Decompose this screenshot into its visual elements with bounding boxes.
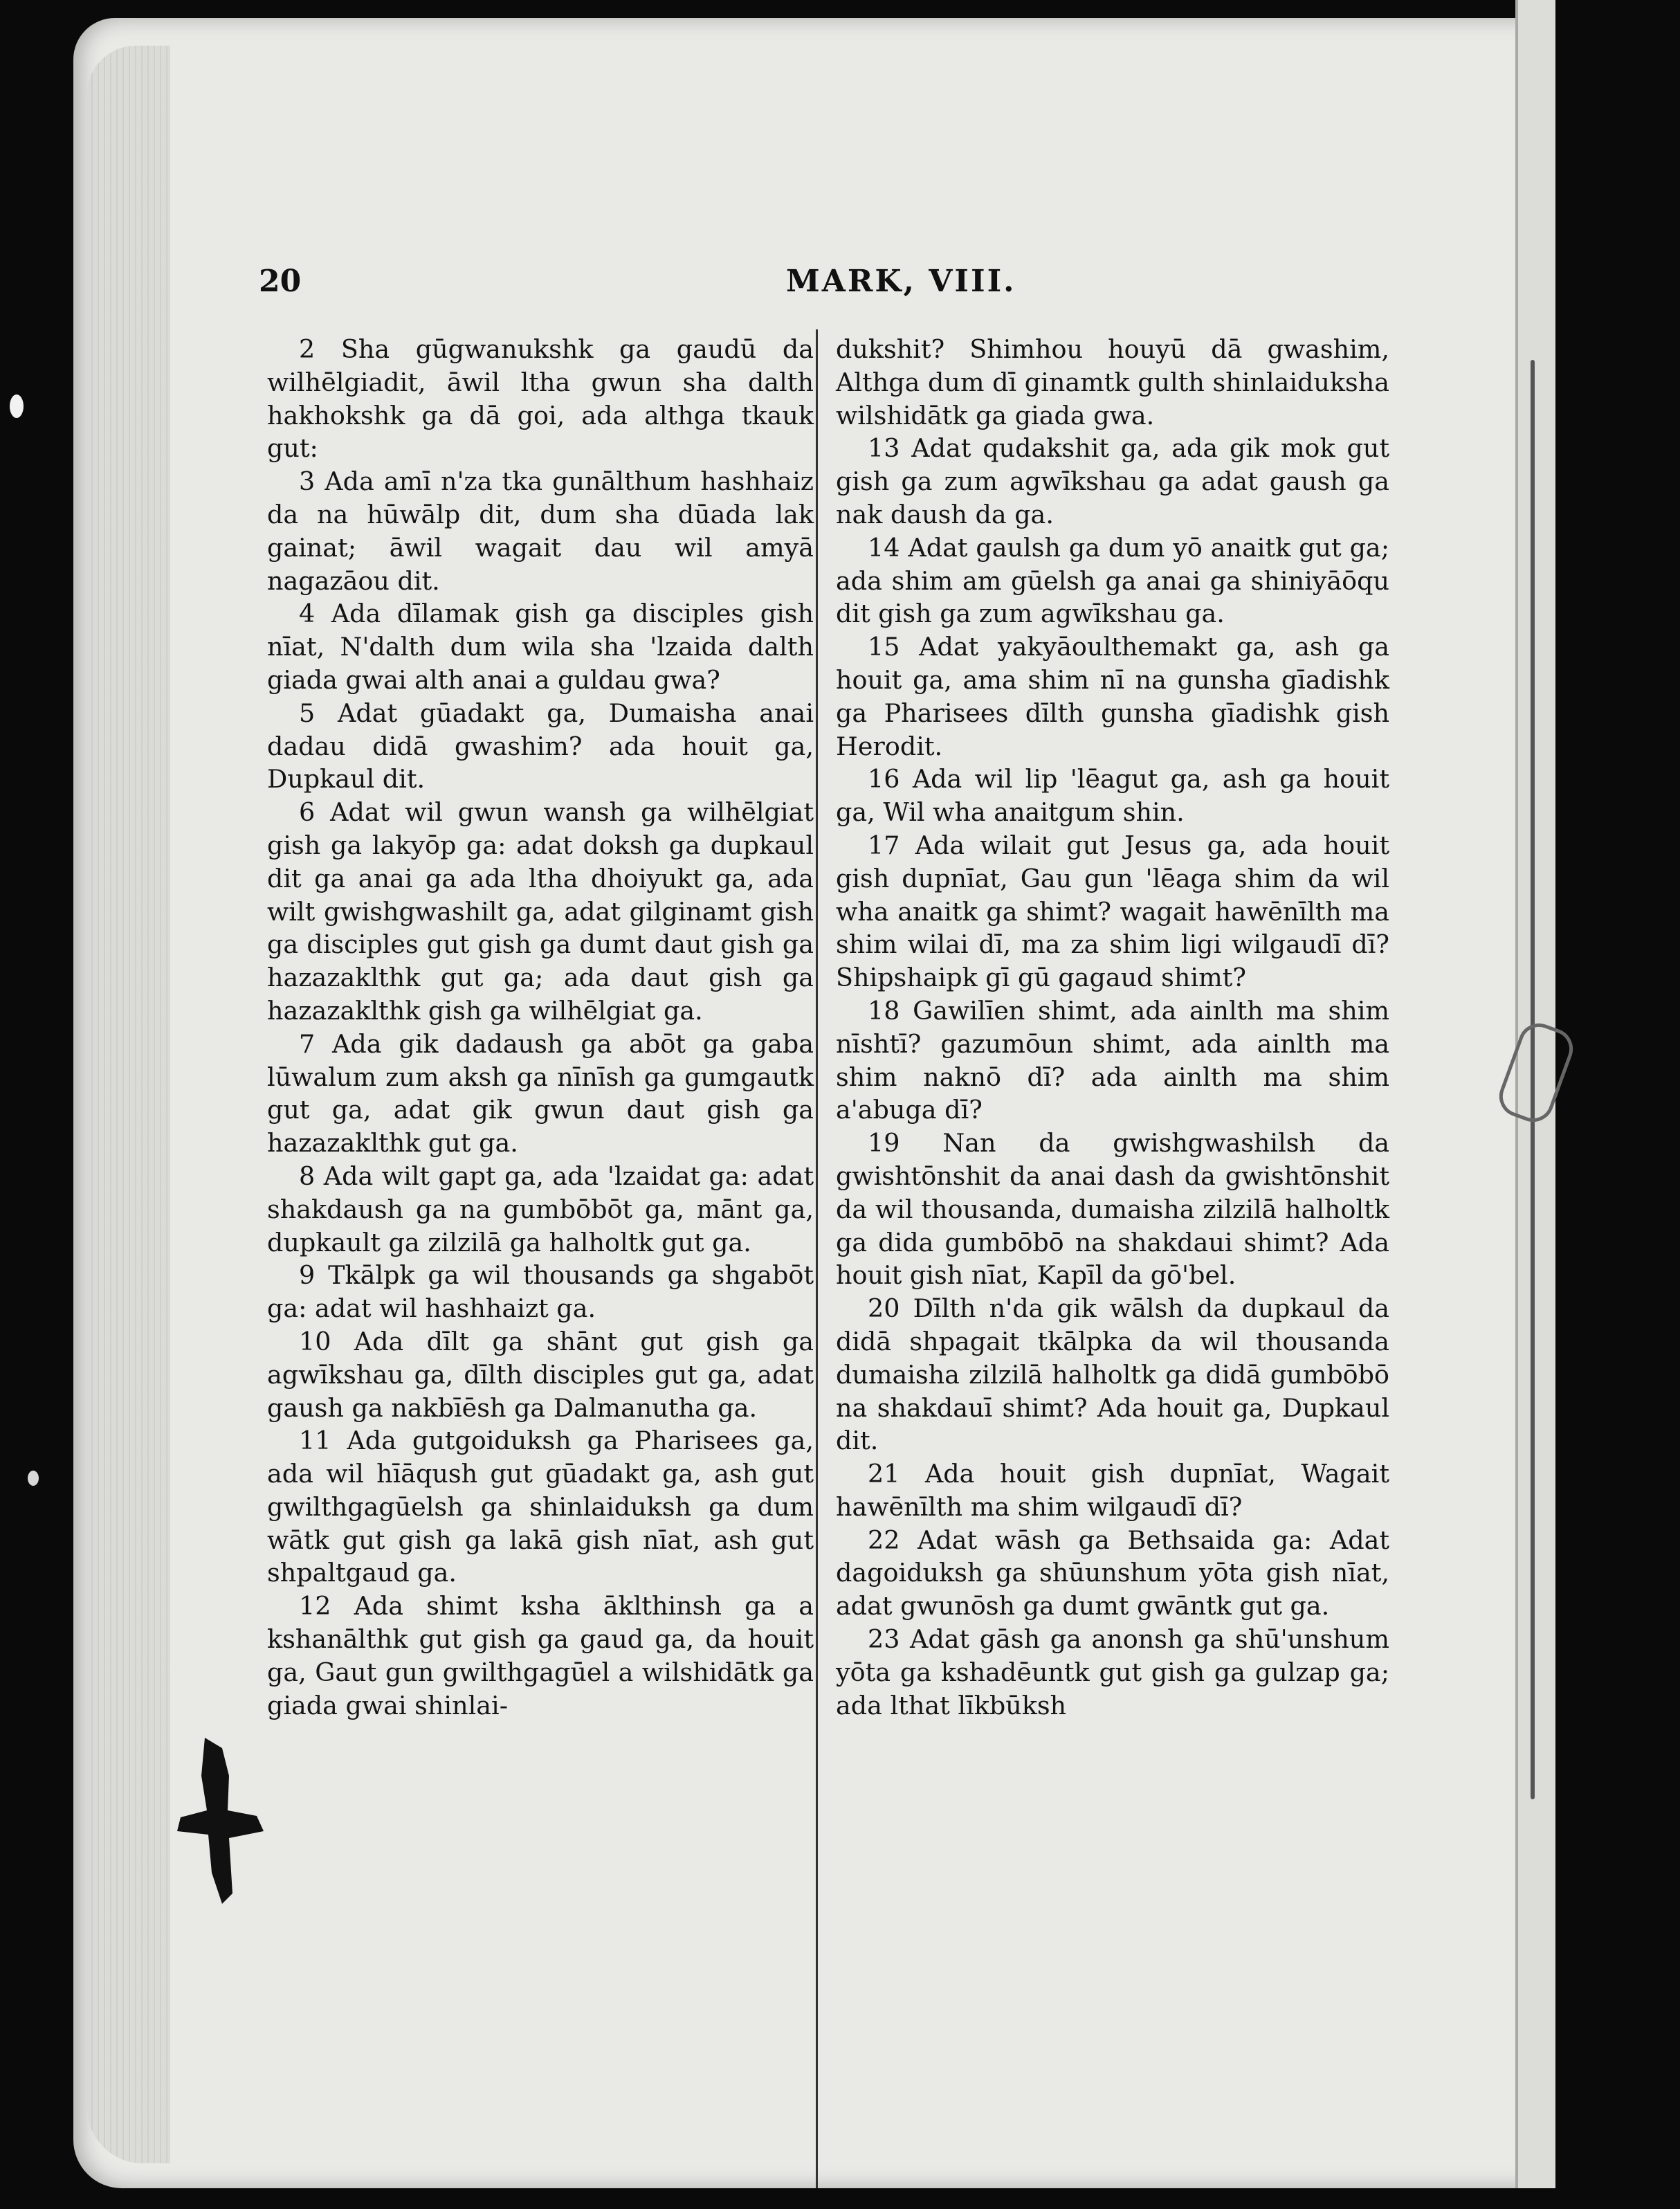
speck xyxy=(10,394,24,418)
ink-blot-mark xyxy=(174,1734,267,1907)
verse-paragraph: 9 Tkālpk ga wil thousands ga shgabōt ga: adat wil hashhaizt ga. xyxy=(267,1260,814,1324)
verse-paragraph: 16 Ada wil lip 'lēagut ga, ash ga houit ga, Wil wha anaitgum shin. xyxy=(836,764,1389,828)
verse-paragraph: 10 Ada dīlt ga shānt gut gish ga agwīkshau ga, dīlth disciples gut ga, adat gaush ga nakbīēsh ga Dalmanutha ga. xyxy=(267,1326,814,1423)
verse-paragraph: 2 Sha gūgwanukshk ga gaudū da wilhēlgiadit, āwil ltha gwun sha dalth hakhokshk ga dā goi, ada althga tkauk gut: xyxy=(267,334,814,464)
speck xyxy=(28,1471,39,1486)
continued-text: dukshit? Shimhou houyū dā gwashim, Althga dum dī ginamtk gulth shinlaiduksha wilshidātk ga giada gwa. xyxy=(836,334,1389,430)
verse-paragraph: 13 Adat qudakshit ga, ada gik mok gut gish ga zum agwīkshau ga adat gaush ga nak daush da ga. xyxy=(836,433,1389,529)
verse-paragraph: 3 Ada amī n'za tka gunālthum hashhaiz da na hūwālp dit, dum sha dūada lak gainat; āwil wagait dau wil amyā nagazāou dit. xyxy=(267,466,814,596)
verse-paragraph: 14 Adat gaulsh ga dum yō anaitk gut ga; ada shim am gūelsh ga anai ga shiniyāōqu dit gish ga zum agwīkshau ga. xyxy=(836,532,1389,629)
column-divider xyxy=(816,329,818,2188)
verse-paragraph: 21 Ada houit gish dupnīat, Wagait hawēnīlth ma shim wilgaudī dī? xyxy=(836,1459,1389,1522)
verse-paragraph: 20 Dīlth n'da gik wālsh da dupkaul da didā shpagait tkālpka da wil thousanda dumaisha zilzilā halholtk ga didā gumbōbō na shakdauī shimt? Ada houit ga, Dupkaul dit. xyxy=(836,1293,1389,1456)
book-page xyxy=(73,18,1553,2188)
verse-paragraph: 18 Gawilīen shimt, ada ainlth ma shim nīshtī? gazumōun shimt, ada ainlth ma shim naknō dī? ada ainlth ma shim a'abuga dī? xyxy=(836,995,1389,1125)
verse-paragraph: 6 Adat wil gwun wansh ga wilhēlgiat gish ga lakyōp ga: adat doksh ga dupkaul dit ga anai ga ada ltha dhoiyukt ga, ada wilt gwishgwashilt ga, adat gilginamt gish ga disciples gut gish ga dumt daut gish ga hazazaklthk gut ga; ada daut gish ga hazazaklthk gish ga wilhēlgiat ga. xyxy=(267,797,814,1026)
verse-paragraph: 15 Adat yakyāoulthemakt ga, ash ga houit ga, ama shim nī na gunsha gīadishk ga Pharisees dīlth gunsha gīadishk gish Herodit. xyxy=(836,632,1389,761)
verse-paragraph: 22 Adat wāsh ga Bethsaida ga: Adat dagoiduksh ga shūunshum yōta gish nīat, adat gwunōsh ga dumt gwāntk gut ga. xyxy=(836,1525,1389,1621)
verse-paragraph: 7 Ada gik dadaush ga abōt ga gaba lūwalum zum aksh ga nīnīsh ga gumgautk gut ga, adat gik gwun daut gish ga hazazaklthk gut ga. xyxy=(267,1028,814,1158)
verse-paragraph: 12 Ada shimt ksha āklthinsh ga a kshanālthk gut gish ga gaud ga, da houit ga, Gaut gun gwilthgagūel a wilshidātk ga giada gwai shinlai- xyxy=(267,1591,814,1720)
verse-paragraph: 4 Ada dīlamak gish ga disciples gish nīat, N'dalth dum wila sha 'lzaida dalth giada gwai alth anai a guldau gwa? xyxy=(267,599,814,695)
page-number: 20 xyxy=(259,264,302,299)
verse-paragraph: 23 Adat gāsh ga anonsh ga shū'unshum yōta ga kshadēuntk gut gish ga gulzap ga; ada lthat līkbūksh xyxy=(836,1624,1389,1720)
left-column xyxy=(267,333,814,1722)
verse-paragraph: 17 Ada wilait gut Jesus ga, ada houit gish dupnīat, Gau gun 'lēaga shim da wil wha anaitk ga shimt? wagait hawēnīlth ma shim wilai dī, ma za shim ligi wilgaudī dī? Shipshaipk gī gū gagaud shimt? xyxy=(836,830,1389,993)
verse-paragraph: 19 Nan da gwishgwashilsh da gwishtōnshit da anai dash da gwishtōnshit da wil thousanda, dumaisha zilzilā halholtk ga dida gumbōbō na shakdaui shimt? Ada houit gish nīat, Kapīl da gō'bel. xyxy=(836,1128,1389,1291)
verse-paragraph: 5 Adat gūadakt ga, Dumaisha anai dadau didā gwashim? ada houit ga, Dupkaul dit. xyxy=(267,698,814,794)
page-edge-shading xyxy=(87,46,170,2163)
verse-paragraph: 11 Ada gutgoiduksh ga Pharisees ga, ada wil hīāqush gut gūadakt ga, ash gut gwilthgagūelsh ga shinlaiduksh ga dum wātk gut gish ga lakā gish nīat, ash gut shpaltgaud ga. xyxy=(267,1426,814,1588)
page-header xyxy=(73,264,1553,305)
right-column xyxy=(836,333,1389,1722)
running-title: MARK, VIII. xyxy=(786,264,1016,299)
verse-paragraph: 8 Ada wilt gapt ga, ada 'lzaidat ga: adat shakdaush ga na gumbōbōt ga, mānt ga, dupkault ga zilzilā ga halholtk gut ga. xyxy=(267,1161,814,1257)
